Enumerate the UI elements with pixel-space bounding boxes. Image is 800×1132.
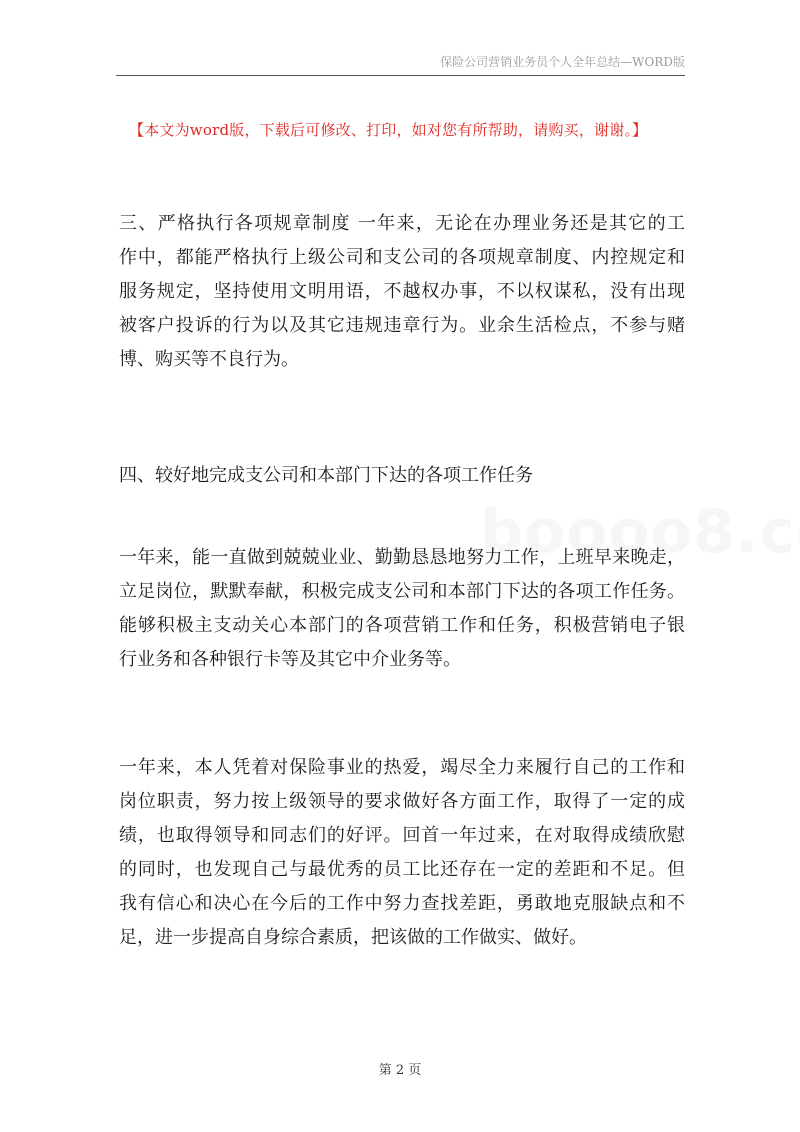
paragraph-line: 足，进一步提高自身综合素质，把该做的工作做实、做好。: [119, 927, 587, 948]
section-4-paragraph-1: [119, 541, 685, 677]
document-header-title: 保险公司营销业务员个人全年总结—WORD版: [440, 55, 685, 69]
header-divider: [116, 75, 685, 76]
section-4-paragraph-2: [119, 751, 685, 955]
paragraph-line: 的同时，也发现自己与最优秀的员工比还存在一定的差距和不足。但: [119, 859, 685, 880]
paragraph-line: 我有信心和决心在今后的工作中努力查找差距，勇敢地克服缺点和不: [119, 893, 685, 914]
paragraph-line: 一年来，本人凭着对保险事业的热爱，竭尽全力来履行自己的工作和: [119, 757, 685, 778]
page-number: 第 2 页: [378, 1063, 422, 1078]
paragraph-line: 绩，也取得领导和同志们的好评。回首一年过来，在对取得成绩欣慰: [119, 825, 685, 846]
paragraph-line: 被客户投诉的行为以及其它违规违章行为。业余生活检点，不参与赌: [119, 315, 685, 336]
section-3-paragraph: [119, 207, 685, 377]
paragraph-line: 立足岗位，默默奉献，积极完成支公司和本部门下达的各项工作任务。: [119, 581, 685, 602]
paragraph-line: 三、严格执行各项规章制度 一年来，无论在办理业务还是其它的工: [119, 213, 685, 234]
purchase-notice: 【本文为word版，下载后可修改、打印，如对您有所帮助，请购买，谢谢。】: [129, 121, 648, 139]
paragraph-line: 能够积极主支动关心本部门的各项营销工作和任务，积极营销电子银: [119, 615, 685, 636]
paragraph-line: 一年来，能一直做到兢兢业业、勤勤恳恳地努力工作，上班早来晚走，: [119, 547, 685, 568]
paragraph-line: 岗位职责，努力按上级领导的要求做好各方面工作，取得了一定的成: [119, 791, 685, 812]
paragraph-line: 作中，都能严格执行上级公司和支公司的各项规章制度、内控规定和: [119, 247, 685, 268]
paragraph-line: 行业务和各种银行卡等及其它中介业务等。: [119, 649, 461, 670]
paragraph-line: 服务规定，坚持使用文明用语，不越权办事，不以权谋私，没有出现: [119, 281, 685, 302]
paragraph-line: 博、购买等不良行为。: [119, 349, 299, 370]
section-4-heading: 四、较好地完成支公司和本部门下达的各项工作任务: [119, 465, 533, 486]
